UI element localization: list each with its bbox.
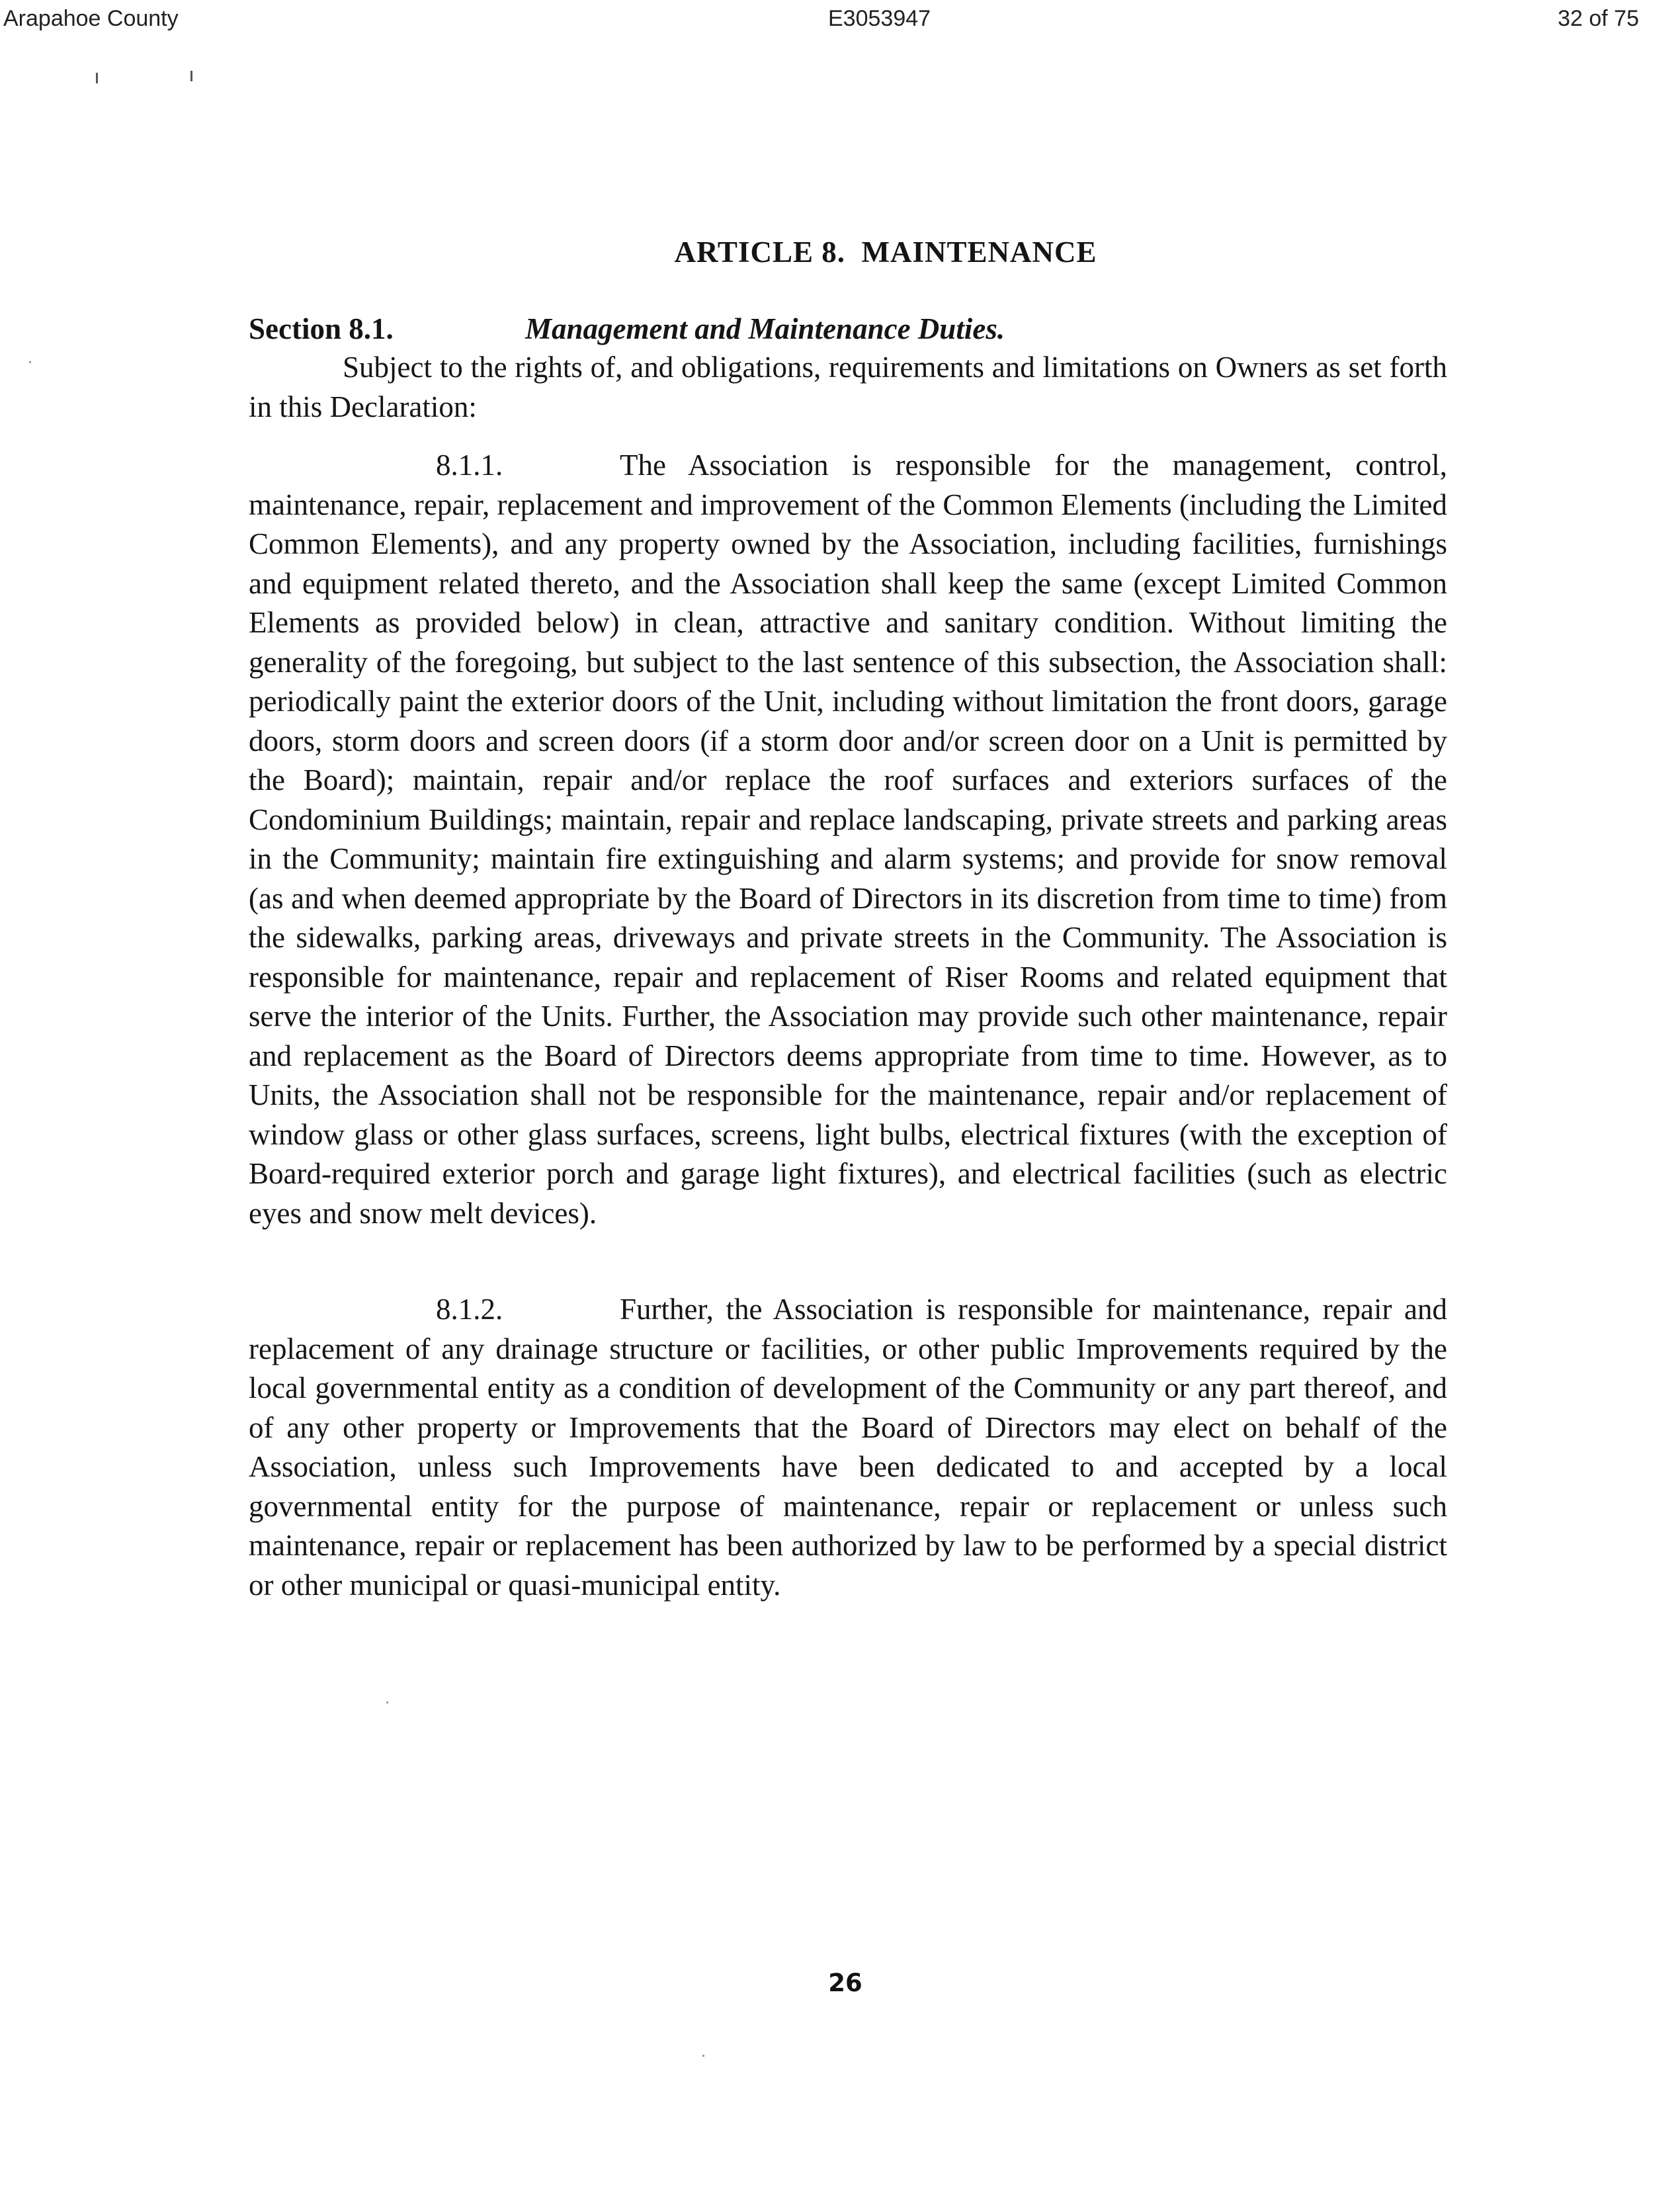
scan-mark (190, 71, 192, 81)
subsection-text: Further, the Association is responsible for maintenance, repair and replacement of any drainage structure or facilities, or other public Improvements required by the local governmental entity as a condition of development of the Community or any part thereof, and of any other property or Improvements that the Board of Directors may elect on behalf of the Association, unless such Improvements have been dedicated to and accepted by a local governmental entity for the purpose of maintenance, repair or replacement or unless such maintenance, repair or replacement has been authorized by law to be performed by a special district or other municipal or quasi-municipal entity. (249, 1293, 1447, 1602)
section-heading (249, 310, 1005, 349)
reception-number: E3053947 (828, 6, 931, 31)
county-label: Arapahoe County (3, 6, 179, 31)
subsection-text: The Association is responsible for the management, control, maintenance, repair, replacement and improvement of the Common Elements (including the Limited Common Elements), and any property owned by the Association, including facilities, furnishings and equipment related thereto, and the Association shall keep the same (except Limited Common Elements as provided below) in clean, attractive and sanitary condition. Without limiting the generality of the foregoing, but subject to the last sentence of this subsection, the Association shall: periodically paint the exterior doors of the Unit, including without limitation the front doors, garage doors, storm doors and screen doors (if a storm door and/or screen door on a Unit is permitted by the Board); maintain, repair and/or replace the roof surfaces and exteriors surfaces of the Condominium Buildings; maintain, repair and replace landscaping, private streets and parking areas in the Community; maintain fire extinguishing and alarm systems; and provide for snow removal (as and when deemed appropriate by the Board of Directors in its discretion from time to time) from the sidewalks, parking areas, driveways and private streets in the Community. The Association is responsible for maintenance, repair and replacement of Riser Rooms and related equipment that serve the interior of the Units. Further, the Association may provide such other maintenance, repair and replacement as the Board of Directors deems appropriate from time to time. However, as to Units, the Association shall not be responsible for the maintenance, repair and/or replacement of window glass or other glass surfaces, screens, light bulbs, electrical fixtures (with the exception of Board-required exterior porch and garage light fixtures), and electrical facilities (such as electric eyes and snow melt devices). (249, 449, 1447, 1230)
subsection-8-1-1 (249, 446, 1447, 1233)
section-title: Management and Maintenance Duties. (525, 312, 1005, 345)
scan-speck (702, 2055, 704, 2057)
section-number: Section 8.1. (249, 312, 394, 345)
page-count: 32 of 75 (1558, 6, 1639, 31)
subsection-8-1-2 (249, 1290, 1447, 1605)
subsection-number: 8.1.1. (436, 449, 503, 482)
page-number: 26 (828, 1969, 862, 1997)
subsection-number: 8.1.2. (436, 1293, 503, 1326)
article-title: ARTICLE 8. MAINTENANCE (674, 236, 1097, 269)
scan-mark (96, 73, 98, 83)
intro-paragraph: Subject to the rights of, and obligations, requirements and limitations on Owners as set forth in this Declaration: (249, 351, 1447, 423)
recording-header (0, 0, 1680, 41)
scan-speck (386, 1701, 388, 1703)
scan-speck (29, 361, 31, 363)
